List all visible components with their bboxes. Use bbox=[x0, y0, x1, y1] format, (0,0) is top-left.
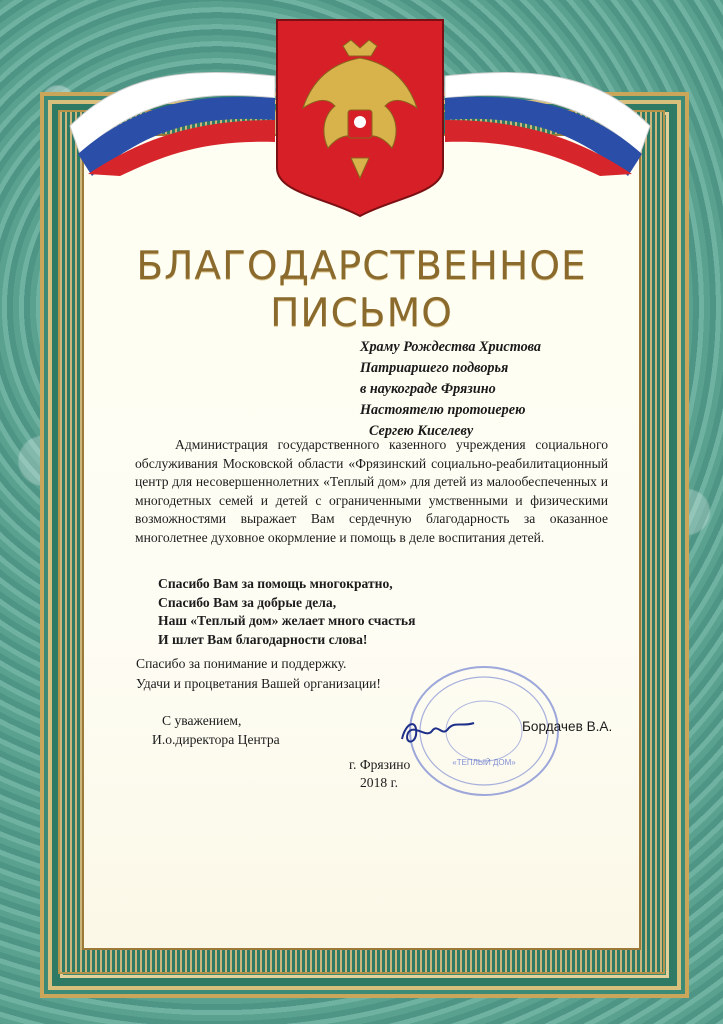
addressee-line: Храму Рождества Христова bbox=[360, 339, 542, 355]
stamp-center-text: «ТЕПЛЫЙ ДОМ» bbox=[452, 758, 516, 767]
letter-title-line1: БЛАГОДАРСТВЕННОЕ bbox=[136, 244, 587, 289]
addressee-line: Настоятелю протоиерею bbox=[360, 402, 526, 418]
city-text: г. Фрязино bbox=[349, 757, 411, 772]
closing-line: Спасибо за понимание и поддержку. bbox=[136, 656, 347, 671]
poem-line: И шлет Вам благодарности слова! bbox=[158, 631, 368, 647]
handwritten-signature bbox=[398, 713, 478, 749]
letter-title-line2: ПИСЬМО bbox=[270, 291, 453, 336]
addressee-block bbox=[360, 337, 600, 442]
addressee-line: в наукограде Фрязино bbox=[360, 381, 496, 397]
signer-name: Бордачев В.А. bbox=[522, 719, 613, 734]
closing-line: Удачи и процветания Вашей организации! bbox=[136, 676, 381, 691]
poem-line: Спасибо Вам за помощь многократно, bbox=[158, 576, 393, 591]
addressee-line: Сергею Киселеву bbox=[369, 423, 474, 439]
ribbon-right bbox=[445, 73, 650, 176]
regards-text: С уважением, bbox=[162, 713, 242, 728]
addressee-line: Патриаршего подворья bbox=[360, 360, 509, 376]
signer-position: И.о.директора Центра bbox=[152, 732, 280, 747]
signature-block bbox=[152, 711, 362, 749]
coat-of-arms-icon bbox=[273, 18, 447, 218]
ribbon-left bbox=[70, 73, 275, 176]
poem-line: Наш «Теплый дом» желает много счастья bbox=[158, 613, 416, 629]
place-date-block bbox=[349, 756, 469, 792]
letter-body: Администрация государственного казенного учреждения социального обслуживания Московской области «Фрязинский социально-реабилитационный центр для несовершеннолетних «Теплый дом» для детей из малообеспеченных и многодетных семей и детей с ограниченными умственными и физическими возможностями выражает Вам сердечную благодарность за оказанное многолетнее духовное окормление и помощь в деле воспитания детей. bbox=[135, 437, 608, 545]
poem-block bbox=[158, 575, 478, 649]
poem-line: Спасибо Вам за добрые дела, bbox=[158, 594, 337, 610]
year-text: 2018 г. bbox=[360, 775, 399, 790]
